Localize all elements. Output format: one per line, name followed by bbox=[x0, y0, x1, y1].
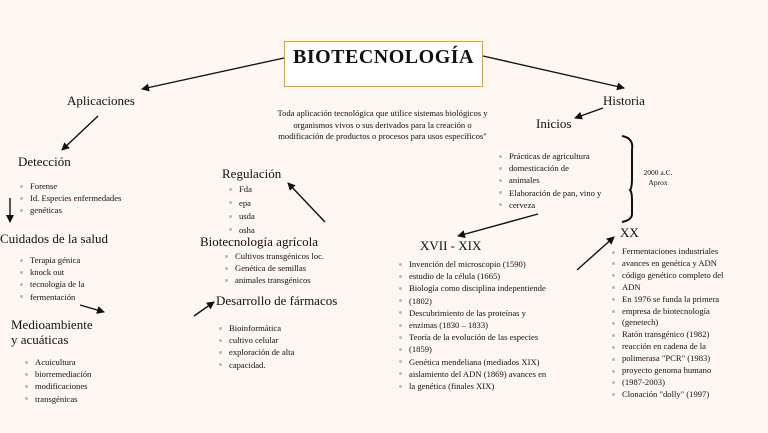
list-item: código genético completo del bbox=[612, 270, 723, 282]
list-item: Fda bbox=[229, 183, 255, 197]
heading-agricola: Biotecnología agrícola bbox=[200, 234, 319, 249]
list-item: Forense bbox=[20, 180, 121, 192]
list-item: Biología como disciplina indepentiende bbox=[399, 282, 546, 294]
list-item: polimerasa "PCR" (1983) bbox=[612, 353, 723, 365]
list-item: reacción en cadena de la bbox=[612, 341, 723, 353]
list-xvii-xix bbox=[399, 258, 546, 392]
list-item: knock out bbox=[20, 266, 84, 278]
list-item: transgénicas bbox=[25, 393, 91, 405]
arrow-aplicaciones-deteccion bbox=[62, 116, 98, 150]
heading-aplicaciones: Aplicaciones bbox=[67, 93, 135, 108]
list-item: Cultivos transgénicos loc. bbox=[225, 250, 324, 262]
list-item: fermentación bbox=[20, 291, 84, 303]
list-item: Bioinformática bbox=[219, 322, 294, 334]
list-item: Clonación "dolly" (1997) bbox=[612, 389, 723, 401]
arrow-title-historia bbox=[483, 56, 624, 88]
list-item: genéticas bbox=[20, 204, 121, 216]
list-item: la genética (finales XIX) bbox=[399, 380, 546, 392]
list-item: tecnología de la bbox=[20, 278, 84, 290]
list-medioambiente bbox=[25, 356, 91, 405]
list-item: exploración de alta bbox=[219, 346, 294, 358]
heading-medioambiente: Medioambiente bbox=[11, 317, 93, 332]
list-item: Descubrimiento de las proteínas y bbox=[399, 307, 546, 319]
list-item: proyecto genoma humano bbox=[612, 365, 723, 377]
bracket-inicios bbox=[622, 136, 632, 222]
heading-inicios: Inicios bbox=[536, 116, 572, 131]
arrow-agricola-regulacion bbox=[288, 183, 325, 222]
heading-regulacion: Regulación bbox=[222, 166, 282, 181]
list-item: avances en genética y ADN bbox=[612, 258, 723, 270]
list-item: (1987-2003) bbox=[612, 377, 723, 389]
arrow-title-aplicaciones bbox=[142, 58, 284, 89]
list-item: En 1976 se funda la primera bbox=[612, 294, 723, 306]
list-inicios bbox=[499, 150, 601, 211]
list-item: cerveza bbox=[499, 199, 601, 211]
list-xx bbox=[612, 246, 723, 401]
list-item: aislamiento del ADN (1869) avances en bbox=[399, 368, 546, 380]
heading-acuaticas: y acuáticas bbox=[11, 332, 69, 347]
date-annotation bbox=[638, 168, 678, 188]
list-item: Genética mendeliana (mediados XIX) bbox=[399, 356, 546, 368]
arrow-historia-inicios bbox=[575, 108, 603, 118]
list-item: estudio de la célula (1665) bbox=[399, 270, 546, 282]
definition-text: Toda aplicación tecnológica que utilice sistemas biológicos y organismos vivos o sus derivados para la creación o modificación de productos o procesos para usos específicos" bbox=[277, 108, 488, 141]
heading-xvii-xix: XVII - XIX bbox=[420, 238, 482, 253]
list-item: Fermentaciones industriales bbox=[612, 246, 723, 258]
list-item: biorremediación bbox=[25, 368, 91, 380]
list-item: animales transgénicos bbox=[225, 274, 324, 286]
list-item: Acuicultura bbox=[25, 356, 91, 368]
list-item: domesticación de bbox=[499, 162, 601, 174]
list-item: cultivo celular bbox=[219, 334, 294, 346]
list-item: Invención del microscopio (1590) bbox=[399, 258, 546, 270]
date-line-1: 2000 a.C. bbox=[643, 168, 673, 177]
list-item: (1802) bbox=[399, 295, 546, 307]
list-item: Prácticas de agricultura bbox=[499, 150, 601, 162]
heading-deteccion: Detección bbox=[18, 154, 71, 169]
date-line-2: Aprox bbox=[648, 178, 668, 187]
arrow-xvii-xx bbox=[577, 237, 614, 270]
list-item: usda bbox=[229, 210, 255, 224]
list-agricola bbox=[225, 250, 324, 287]
list-item: Id. Especies enfermedades bbox=[20, 192, 121, 204]
heading-cuidados: Cuidados de la salud bbox=[0, 231, 108, 246]
list-cuidados bbox=[20, 254, 84, 303]
heading-farmacos: Desarrollo de fármacos bbox=[216, 293, 338, 308]
arrow-cuidados-medio bbox=[80, 305, 104, 312]
list-item: modificaciones bbox=[25, 380, 91, 392]
list-item: Terapia génica bbox=[20, 254, 84, 266]
list-item: Teoría de la evolución de las especies bbox=[399, 331, 546, 343]
heading-xx: XX bbox=[620, 225, 639, 240]
list-item: epa bbox=[229, 197, 255, 211]
list-farmacos bbox=[219, 322, 294, 371]
arrow-inicios-xvii bbox=[458, 214, 538, 236]
list-item: empresa de biotecnología bbox=[612, 306, 723, 318]
arrow-medio-farmacos bbox=[194, 302, 214, 316]
list-item: ADN bbox=[612, 282, 723, 294]
list-item: (genetech) bbox=[612, 317, 723, 329]
list-item: Ratón transgénico (1982) bbox=[612, 329, 723, 341]
page-title: BIOTECNOLOGÍA bbox=[293, 46, 474, 68]
list-item: enzimas (1830 – 1833) bbox=[399, 319, 546, 331]
list-regulacion bbox=[229, 183, 255, 237]
title-box bbox=[284, 41, 483, 87]
list-item: capacidad. bbox=[219, 359, 294, 371]
list-item: Genética de semillas bbox=[225, 262, 324, 274]
list-item: animales bbox=[499, 174, 601, 186]
list-item: (1859) bbox=[399, 343, 546, 355]
heading-historia: Historia bbox=[603, 93, 645, 108]
list-item: Elaboración de pan, vino y bbox=[499, 187, 601, 199]
list-deteccion bbox=[20, 180, 121, 217]
list-item: osha bbox=[229, 224, 255, 238]
